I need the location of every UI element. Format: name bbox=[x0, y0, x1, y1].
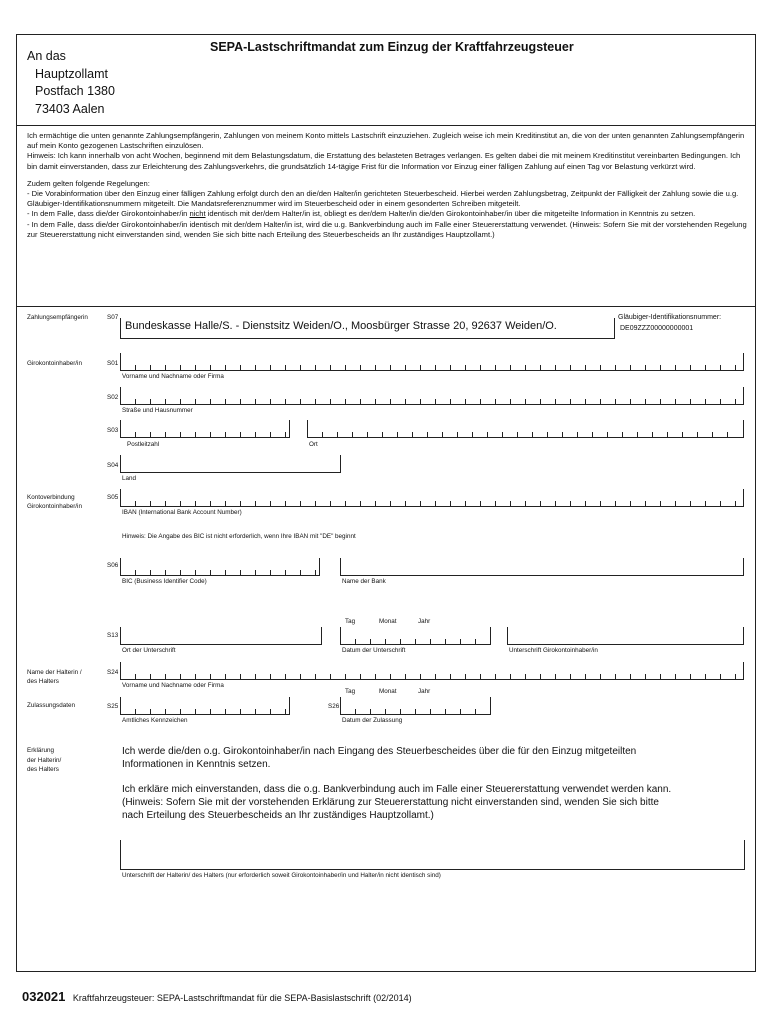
field-label: Vorname und Nachname oder Firma bbox=[122, 682, 224, 689]
date-year-label: Jahr bbox=[418, 618, 431, 625]
field-code: S26 bbox=[328, 703, 340, 710]
zip-field[interactable] bbox=[120, 420, 290, 438]
owner-signature-field[interactable] bbox=[120, 840, 745, 870]
date-day-label: Tag bbox=[345, 618, 356, 625]
mandate-text bbox=[27, 131, 749, 240]
field-label: IBAN (International Bank Account Number) bbox=[122, 509, 242, 516]
country-field[interactable] bbox=[120, 455, 341, 473]
signature-date-field[interactable] bbox=[340, 627, 491, 645]
field-code: S04 bbox=[107, 462, 119, 469]
date-day-label: Tag bbox=[345, 688, 356, 695]
declaration-section-label: Erklärung der Halterin/ des Halters bbox=[27, 747, 62, 773]
city-field[interactable] bbox=[307, 420, 744, 438]
field-code: S06 bbox=[107, 562, 119, 569]
registration-date-field[interactable] bbox=[340, 697, 491, 715]
field-label: Unterschrift der Halterin/ des Halters (nur erforderlich soweit Girokontoinhaber/in und Halter/in nicht identisch sind) bbox=[122, 872, 441, 879]
bank-section-label: Girokontoinhaber/in bbox=[27, 503, 82, 510]
field-label: Unterschrift Girokontoinhaber/in bbox=[509, 647, 598, 654]
field-code: S13 bbox=[107, 632, 119, 639]
divider bbox=[16, 306, 756, 307]
footer bbox=[22, 988, 412, 1006]
owner-section-label: des Halters bbox=[27, 678, 59, 685]
field-label: Datum der Unterschrift bbox=[342, 647, 406, 654]
field-label: Straße und Hausnummer bbox=[122, 407, 193, 414]
name-field[interactable] bbox=[120, 353, 744, 371]
address-line: Hauptzollamt bbox=[35, 66, 108, 81]
address-line: An das bbox=[27, 49, 66, 63]
field-code: S01 bbox=[107, 360, 119, 367]
iban-field[interactable] bbox=[120, 489, 744, 507]
creditor-id-label: Gläubiger-Identifikationsnummer: bbox=[618, 314, 722, 321]
creditor-id: DE09ZZZ00000000001 bbox=[620, 325, 694, 332]
bank-section-label: Kontoverbindung bbox=[27, 494, 75, 501]
address-line: Postfach 1380 bbox=[35, 84, 115, 98]
form-code: 032021 bbox=[22, 989, 66, 1004]
field-code: S24 bbox=[107, 669, 119, 676]
street-field[interactable] bbox=[120, 387, 744, 405]
recipient-label: Zahlungsempfängerin bbox=[27, 314, 88, 321]
field-code: S25 bbox=[107, 703, 119, 710]
field-label: BIC (Business Identifier Code) bbox=[122, 578, 207, 585]
date-year-label: Jahr bbox=[418, 688, 431, 695]
date-month-label: Monat bbox=[379, 688, 397, 695]
owner-section-label: Name der Halterin / bbox=[27, 669, 82, 676]
rules-heading: Zudem gelten folgende Regelungen: bbox=[27, 178, 150, 188]
field-code: S03 bbox=[107, 427, 119, 434]
recipient-name: Bundeskasse Halle/S. - Dienstsitz Weiden/O., Moosbürger Strasse 20, 92637 Weiden/O. bbox=[125, 320, 557, 332]
rule-item: - In dem Falle, dass die/der Girokontoinhaber/in identisch mit der/dem Halter/in ist, wird die u.g. Bankverbindung auch im Falle einer Steuererstattung verwendet. (Hinweis: Sofern Sie mit der vorstehenden Regelung zur Steuererstattung nicht einverstanden sind, wenden Sie sich bitte nach Erteilung des Steuerbescheids an Ihr zuständiges Hauptzollamt.) bbox=[27, 219, 747, 239]
mandate-paragraph: Ich ermächtige die unten genannte Zahlungsempfängerin, Zahlungen von meinem Konto mittels Lastschrift einzuziehen. Zugleich weise ich mein Kreditinstitut an, die von der unten genannten Zahlungsempfängerin auf mein Konto gezogenen Lastschriften einzulösen. bbox=[27, 131, 745, 151]
date-month-label: Monat bbox=[379, 618, 397, 625]
registration-section-label: Zulassungsdaten bbox=[27, 702, 75, 709]
account-holder-section: Girokontoinhaber/in bbox=[27, 360, 82, 367]
declaration-text-2: Ich erkläre mich einverstanden, dass die o.g. Bankverbindung auch im Falle einer Steuererstattung verwendet werden kann. (Hinweis: Sofern Sie mit der vorstehenden Erklärung zur Steuererstattung nicht einverstanden sind, wenden Sie sich bitte nach Erteilung des Steuerbescheids an Ihr zuständiges Hauptzollamt.) bbox=[122, 784, 672, 821]
signature-place-field[interactable] bbox=[120, 627, 322, 645]
owner-name-field[interactable] bbox=[120, 662, 744, 680]
declaration-text-1: Ich werde die/den o.g. Girokontoinhaber/in nach Eingang des Steuerbescheides über die für den Einzug mitgeteilten Informationen in Kenntnis setzen. bbox=[122, 746, 637, 770]
divider bbox=[16, 125, 756, 126]
field-code: S07 bbox=[107, 314, 119, 321]
bic-note: Hinweis: Die Angabe des BIC ist nicht erforderlich, wenn Ihre IBAN mit "DE" beginnt bbox=[122, 533, 356, 540]
refund-note: Hinweis: Ich kann innerhalb von acht Wochen, beginnend mit dem Belastungsdatum, die Erstattung des belasteten Betrages verlangen. Es gelten dabei die mit meinem Kreditinstitut vereinbarten Bedingungen. Ich bin damit einverstanden, dass zur Erleichterung des Zahlungsverkehrs, die grundsätzlich 14-tägige Frist für die Information vor Einzug einer fälligen Zahlung auf einen Tag vor Belastung verkürzt wird. bbox=[27, 151, 741, 171]
field-label: Ort der Unterschrift bbox=[122, 647, 176, 654]
form-title: SEPA-Lastschriftmandat zum Einzug der Kraftfahrzeugsteuer bbox=[210, 40, 574, 54]
field-label: Ort bbox=[309, 441, 318, 448]
field-label: Name der Bank bbox=[342, 578, 386, 585]
field-label: Land bbox=[122, 475, 137, 482]
bic-field[interactable] bbox=[120, 558, 320, 576]
account-holder-signature-field[interactable] bbox=[507, 627, 744, 645]
field-code: S02 bbox=[107, 394, 119, 401]
address-block bbox=[27, 48, 115, 118]
field-label: Postleitzahl bbox=[127, 441, 160, 448]
rule-item: - Die Vorabinformation über den Einzug einer fälligen Zahlung erfolgt durch den an die/den Halter/in gerichteten Steuerbescheid. Hierbei werden Zahlungsbetrag, Zeitpunkt der Fälligkeit der Zahlung sowie die u.g. Gläubiger-Identifikationsnummern mitgeteilt. Die Mandatsreferenznummer wird im Steuerbescheid oder in einem gesonderten Schreiben mitgeteilt. bbox=[27, 189, 739, 209]
license-plate-field[interactable] bbox=[120, 697, 290, 715]
field-label: Amtliches Kennzeichen bbox=[122, 717, 188, 724]
form-description: Kraftfahrzeugsteuer: SEPA-Lastschriftmandat für die SEPA-Basislastschrift (02/2014) bbox=[72, 993, 412, 1003]
bank-name-field[interactable] bbox=[340, 558, 744, 576]
rule-item: - In dem Falle, dass die/der Girokontoinhaber/in nicht identisch mit der/dem Halter/in ist, obliegt es der/dem Halter/in die/den Girokontoinhaber/in über die mitgeteilte Information in Kenntnis zu setzen. bbox=[27, 209, 696, 219]
address-line: 73403 Aalen bbox=[35, 101, 105, 116]
field-label: Datum der Zulassung bbox=[342, 717, 403, 724]
field-label: Vorname und Nachname oder Firma bbox=[122, 373, 224, 380]
field-code: S05 bbox=[107, 494, 119, 501]
